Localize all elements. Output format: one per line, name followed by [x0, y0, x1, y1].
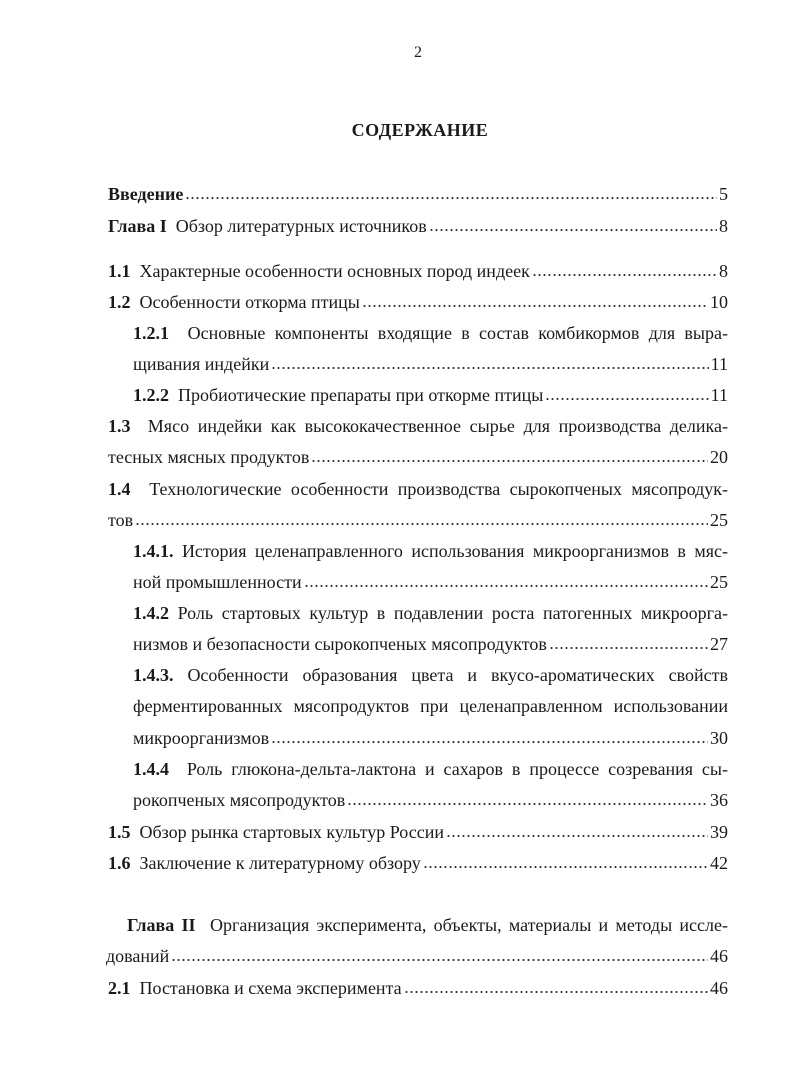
- dot-leader: [429, 228, 717, 232]
- dot-leader: [404, 990, 708, 994]
- entry-page: 20: [710, 447, 728, 467]
- entry-number: 1.4: [108, 479, 131, 499]
- entry-text: микроорганизмов: [133, 728, 270, 748]
- toc-entry-1-3-cont[interactable]: [108, 445, 728, 469]
- dot-leader: [135, 522, 708, 526]
- entry-number: 1.6: [108, 853, 131, 873]
- entry-page: 11: [710, 354, 728, 374]
- page-number: 2: [414, 44, 422, 61]
- entry-number: 1.2.2: [133, 385, 169, 405]
- entry-page: 30: [710, 728, 728, 748]
- toc-entry-1-4-1[interactable]: [133, 539, 728, 563]
- toc-entry-1-4-2-cont[interactable]: [133, 632, 728, 656]
- dot-leader: [347, 802, 708, 806]
- entry-text: Основные компоненты входящие в состав комбикормов для выра-: [187, 323, 728, 343]
- entry-text: Обзор рынка стартовых культур России: [139, 822, 444, 842]
- entry-page: 46: [710, 978, 728, 998]
- entry-text: Характерные особенности основных пород индеек: [139, 261, 530, 281]
- entry-text: Роль глюкона-дельта-лактона и сахаров в процессе созревания сы-: [186, 759, 728, 779]
- entry-number: 1.2.1: [133, 323, 169, 343]
- toc-entry-2-1[interactable]: [108, 976, 728, 1000]
- entry-number: Глава II: [127, 915, 196, 935]
- dot-leader: [362, 304, 708, 308]
- dot-leader: [446, 834, 708, 838]
- entry-label: Введение: [108, 184, 184, 204]
- entry-page: 39: [710, 822, 728, 842]
- entry-page: 25: [710, 572, 728, 592]
- toc-entry-1-4-3-cont2[interactable]: [133, 726, 728, 750]
- toc-entry-1-2-1[interactable]: [133, 321, 728, 345]
- entry-number: 2.1: [108, 978, 131, 998]
- toc-entry-1-4-3-cont[interactable]: [133, 694, 728, 718]
- entry-page: 10: [710, 292, 728, 312]
- entry-text: дований: [106, 946, 170, 966]
- entry-number: Глава I: [108, 216, 167, 236]
- entry-text: ферментированных мясопродуктов при целенаправленном использовании: [133, 696, 728, 716]
- entry-page: 8: [719, 261, 728, 281]
- dot-leader: [545, 397, 708, 401]
- toc-entry-1-4-2[interactable]: [133, 601, 728, 625]
- entry-text: История целенаправленного использования микроорганизмов в мяс-: [181, 541, 728, 561]
- toc-entry-1-2-1-cont[interactable]: [133, 352, 728, 376]
- entry-page: 8: [719, 216, 728, 236]
- toc-entry-1-4-4-cont[interactable]: [133, 788, 728, 812]
- toc-entry-1-5[interactable]: [108, 820, 728, 844]
- entry-text: щивания индейки: [133, 354, 270, 374]
- toc-entry-chapter-2[interactable]: [127, 913, 728, 937]
- entry-text: Постановка и схема эксперимента: [139, 978, 402, 998]
- entry-number: 1.4.2: [133, 603, 169, 623]
- toc-entry-chapter-1[interactable]: [108, 214, 728, 238]
- entry-text: Особенности откорма птицы: [139, 292, 360, 312]
- entry-number: 1.4.3.: [133, 665, 174, 685]
- toc-entry-1-4-cont[interactable]: [108, 508, 728, 532]
- dot-leader: [304, 584, 708, 588]
- entry-text: Пробиотические препараты при откорме птицы: [178, 385, 544, 405]
- toc-entry-1-3[interactable]: [108, 414, 728, 438]
- dot-leader: [185, 196, 717, 200]
- entry-page: 27: [710, 634, 728, 654]
- entry-text: низмов и безопасности сырокопченых мясопродуктов: [133, 634, 547, 654]
- entry-text: Особенности образования цвета и вкусо-ароматических свойств: [187, 665, 728, 685]
- entry-page: 11: [710, 385, 728, 405]
- dot-leader: [423, 865, 708, 869]
- toc-entry-1-2[interactable]: [108, 290, 728, 314]
- dot-leader: [271, 366, 708, 370]
- toc-entry-intro[interactable]: [108, 182, 728, 206]
- entry-page: 36: [710, 790, 728, 810]
- dot-leader: [271, 740, 708, 744]
- toc-entry-1-4-3[interactable]: [133, 663, 728, 687]
- entry-number: 1.2: [108, 292, 131, 312]
- toc-entry-chapter-2-cont[interactable]: [106, 944, 728, 968]
- entry-number: 1.3: [108, 416, 131, 436]
- page-title: СОДЕРЖАНИЕ: [351, 120, 489, 140]
- toc-entry-1-4[interactable]: [108, 477, 728, 501]
- toc-entry-1-4-1-cont[interactable]: [133, 570, 728, 594]
- entry-text: Мясо индейки как высококачественное сырье для производства делика-: [147, 416, 728, 436]
- entry-text: Организация эксперимента, объекты, материалы и методы иссле-: [209, 915, 728, 935]
- entry-page: 5: [719, 184, 728, 204]
- entry-text: тесных мясных продуктов: [108, 447, 310, 467]
- entry-page: 42: [710, 853, 728, 873]
- entry-text: тов: [108, 510, 134, 530]
- entry-text: Технологические особенности производства сырокопченых мясопродук-: [149, 479, 728, 499]
- entry-number: 1.4.1.: [133, 541, 174, 561]
- entry-text: ной промышленности: [133, 572, 302, 592]
- toc-entry-1-6[interactable]: [108, 851, 728, 875]
- entry-text: рокопченых мясопродуктов: [133, 790, 346, 810]
- dot-leader: [311, 459, 708, 463]
- entry-number: 1.4.4: [133, 759, 169, 779]
- entry-number: 1.5: [108, 822, 131, 842]
- entry-number: 1.1: [108, 261, 131, 281]
- dot-leader: [549, 646, 708, 650]
- toc-entry-1-4-4[interactable]: [133, 757, 728, 781]
- dot-leader: [532, 273, 717, 277]
- entry-text: Роль стартовых культур в подавлении роста патогенных микроорга-: [177, 603, 728, 623]
- entry-text: Обзор литературных источников: [175, 216, 427, 236]
- entry-page: 25: [710, 510, 728, 530]
- toc-entry-1-2-2[interactable]: [133, 383, 728, 407]
- entry-page: 46: [710, 946, 728, 966]
- toc-entry-1-1[interactable]: [108, 259, 728, 283]
- entry-text: Заключение к литературному обзору: [139, 853, 421, 873]
- dot-leader: [171, 958, 708, 962]
